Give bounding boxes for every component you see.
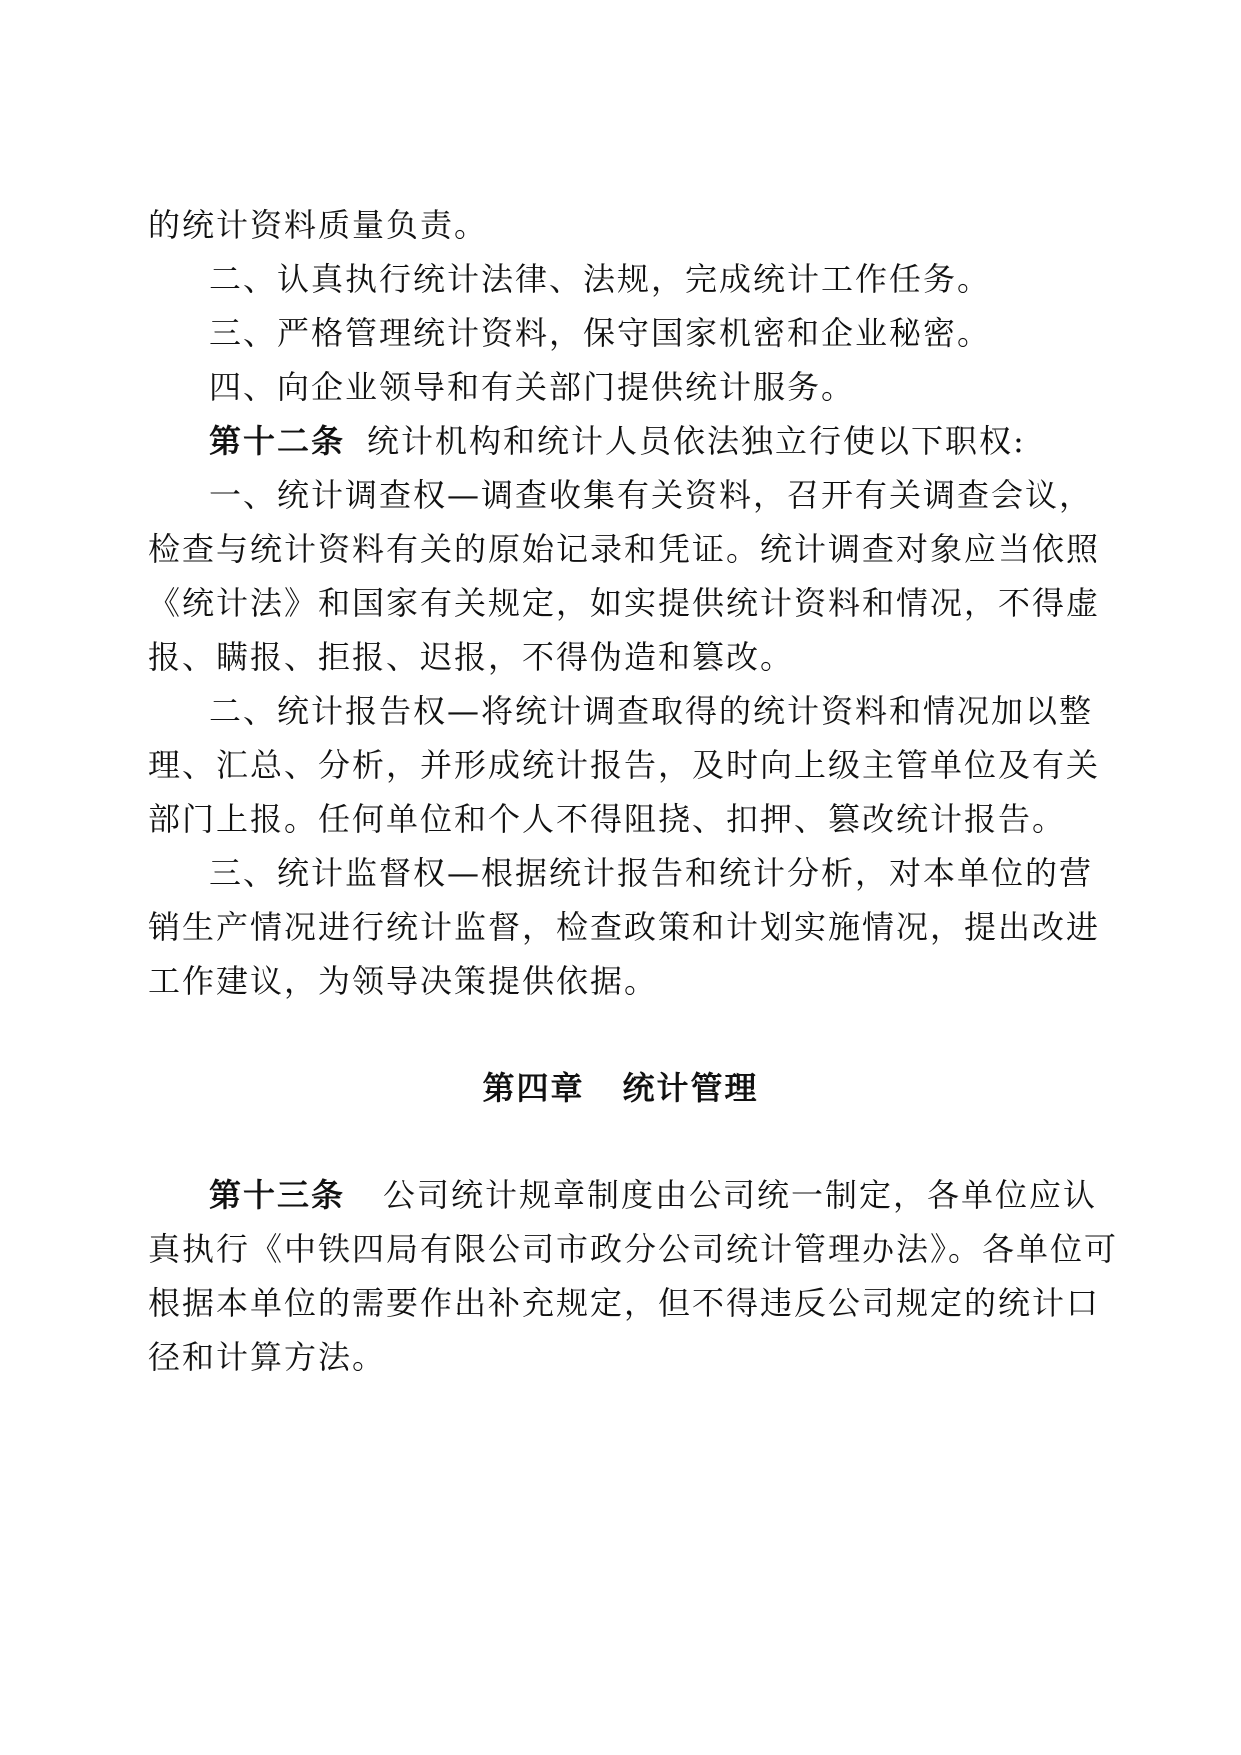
paragraph-line: 三、统计监督权—根据统计报告和统计分析，对本单位的营 bbox=[209, 854, 1094, 892]
paragraph-line: 径和计算方法。 bbox=[148, 1338, 387, 1376]
chapter-title: 统计管理 bbox=[622, 1069, 759, 1107]
paragraph-line: 的统计资料质量负责。 bbox=[148, 206, 489, 244]
chapter-heading bbox=[0, 1058, 1241, 1118]
chapter-number: 第四章 bbox=[482, 1069, 585, 1107]
paragraph-line: 真执行《中铁四局有限公司市政分公司统计管理办法》。各单位可 bbox=[148, 1230, 1119, 1268]
paragraph-line: 销生产情况进行统计监督，检查政策和计划实施情况，提出改进 bbox=[148, 908, 1101, 946]
paragraph-line: 四、向企业领导和有关部门提供统计服务。 bbox=[209, 368, 856, 406]
paragraph-line: 一、统计调查权—调查收集有关资料，召开有关调查会议， bbox=[209, 476, 1094, 514]
paragraph-line: 《统计法》和国家有关规定，如实提供统计资料和情况，不得虚 bbox=[148, 584, 1101, 622]
paragraph-line: 二、认真执行统计法律、法规，完成统计工作任务。 bbox=[209, 260, 992, 298]
paragraph-line: 根据本单位的需要作出补充规定，但不得违反公司规定的统计口 bbox=[148, 1284, 1101, 1322]
article-12-label: 第十二条 bbox=[209, 422, 346, 460]
article-13-label: 第十三条 bbox=[209, 1176, 346, 1214]
paragraph-line: 工作建议，为领导决策提供依据。 bbox=[148, 962, 659, 1000]
article-12-line: 第十二条 统计机构和统计人员依法独立行使以下职权: bbox=[209, 422, 1026, 460]
paragraph-line: 报、瞒报、拒报、迟报，不得伪造和篡改。 bbox=[148, 638, 795, 676]
paragraph-line: 理、汇总、分析，并形成统计报告，及时向上级主管单位及有关 bbox=[148, 746, 1101, 784]
paragraph-line: 二、统计报告权—将统计调查取得的统计资料和情况加以整 bbox=[209, 692, 1094, 730]
paragraph-line: 检查与统计资料有关的原始记录和凭证。统计调查对象应当依照 bbox=[148, 530, 1101, 568]
paragraph-line: 部门上报。任何单位和个人不得阻挠、扣押、篡改统计报告。 bbox=[148, 800, 1067, 838]
paragraph-line: 三、严格管理统计资料，保守国家机密和企业秘密。 bbox=[209, 314, 992, 352]
article-13-line: 第十三条 公司统计规章制度由公司统一制定，各单位应认 bbox=[209, 1176, 1098, 1214]
